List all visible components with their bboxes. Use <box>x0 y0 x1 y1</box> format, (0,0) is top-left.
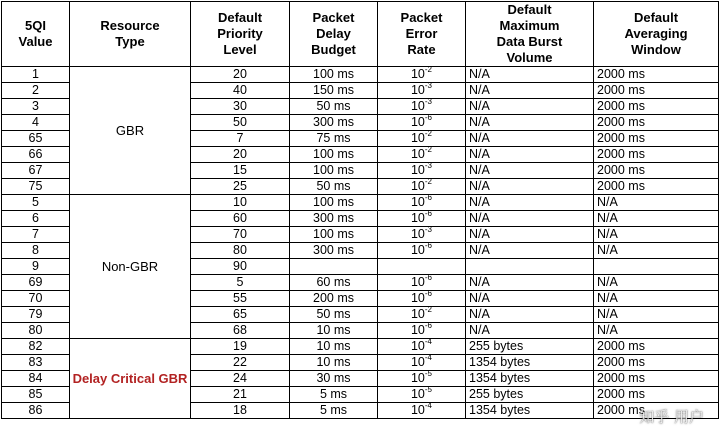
cell-max-data-burst-volume: N/A <box>466 291 594 307</box>
cell-packet-delay-budget: 300 ms <box>290 211 378 227</box>
cell-packet-delay-budget: 150 ms <box>290 83 378 99</box>
cell-averaging-window: 2000 ms <box>594 163 719 179</box>
per-base: 10 <box>410 371 425 385</box>
cell-5qi-value: 5 <box>2 195 70 211</box>
cell-packet-error-rate <box>378 67 466 83</box>
cell-averaging-window: N/A <box>594 291 719 307</box>
cell-max-data-burst-volume: N/A <box>466 307 594 323</box>
cell-averaging-window: N/A <box>594 243 719 259</box>
cell-max-data-burst-volume: N/A <box>466 275 594 291</box>
cell-packet-error-rate <box>378 227 466 243</box>
cell-5qi-value: 85 <box>2 387 70 403</box>
cell-5qi-value: 79 <box>2 307 70 323</box>
cell-packet-delay-budget <box>290 259 378 275</box>
cell-max-data-burst-volume: N/A <box>466 195 594 211</box>
cell-packet-error-rate <box>378 339 466 355</box>
cell-max-data-burst-volume: 255 bytes <box>466 387 594 403</box>
cell-averaging-window: 2000 ms <box>594 371 719 387</box>
per-exponent: -2 <box>424 146 433 154</box>
cell-packet-error-rate <box>378 131 466 147</box>
cell-max-data-burst-volume: 255 bytes <box>466 339 594 355</box>
cell-packet-error-rate <box>378 163 466 179</box>
per-exponent: -5 <box>424 386 433 394</box>
cell-5qi-value: 84 <box>2 371 70 387</box>
cell-5qi-value: 70 <box>2 291 70 307</box>
cell-max-data-burst-volume <box>466 259 594 275</box>
cell-packet-delay-budget: 60 ms <box>290 275 378 291</box>
cell-max-data-burst-volume: 1354 bytes <box>466 403 594 419</box>
cell-5qi-value: 69 <box>2 275 70 291</box>
cell-priority-level: 19 <box>191 339 290 355</box>
cell-averaging-window: 2000 ms <box>594 403 719 419</box>
cell-priority-level: 65 <box>191 307 290 323</box>
cell-5qi-value: 80 <box>2 323 70 339</box>
cell-packet-delay-budget: 100 ms <box>290 227 378 243</box>
cell-packet-error-rate <box>378 387 466 403</box>
cell-priority-level: 20 <box>191 147 290 163</box>
cell-averaging-window: 2000 ms <box>594 67 719 83</box>
cell-5qi-value: 2 <box>2 83 70 99</box>
cell-resource-type: Non-GBR <box>70 195 191 339</box>
per-base: 10 <box>410 275 425 289</box>
cell-priority-level: 22 <box>191 355 290 371</box>
cell-max-data-burst-volume: N/A <box>466 179 594 195</box>
cell-priority-level: 10 <box>191 195 290 211</box>
cell-resource-type: Delay Critical GBR <box>70 339 191 419</box>
per-exponent: -3 <box>424 226 433 234</box>
table-row <box>2 195 719 211</box>
cell-max-data-burst-volume: N/A <box>466 147 594 163</box>
cell-packet-error-rate <box>378 355 466 371</box>
header-default-priority-level: Default Priority Level <box>191 2 290 67</box>
cell-averaging-window: N/A <box>594 195 719 211</box>
per-base: 10 <box>410 195 425 209</box>
per-exponent: -5 <box>424 370 433 378</box>
per-base: 10 <box>410 291 425 305</box>
cell-averaging-window: 2000 ms <box>594 339 719 355</box>
cell-averaging-window: 2000 ms <box>594 131 719 147</box>
cell-packet-error-rate <box>378 291 466 307</box>
cell-priority-level: 7 <box>191 131 290 147</box>
cell-packet-delay-budget: 10 ms <box>290 339 378 355</box>
cell-priority-level: 5 <box>191 275 290 291</box>
cell-priority-level: 70 <box>191 227 290 243</box>
cell-packet-delay-budget: 200 ms <box>290 291 378 307</box>
cell-5qi-value: 65 <box>2 131 70 147</box>
table-row <box>2 339 719 355</box>
cell-priority-level: 15 <box>191 163 290 179</box>
cell-averaging-window: N/A <box>594 211 719 227</box>
cell-5qi-value: 6 <box>2 211 70 227</box>
cell-packet-delay-budget: 30 ms <box>290 371 378 387</box>
cell-packet-error-rate <box>378 275 466 291</box>
cell-packet-delay-budget: 10 ms <box>290 355 378 371</box>
cell-max-data-burst-volume: N/A <box>466 243 594 259</box>
cell-max-data-burst-volume: 1354 bytes <box>466 355 594 371</box>
cell-max-data-burst-volume: N/A <box>466 99 594 115</box>
per-exponent: -6 <box>424 210 433 218</box>
cell-packet-delay-budget: 100 ms <box>290 195 378 211</box>
cell-packet-delay-budget: 100 ms <box>290 67 378 83</box>
cell-averaging-window: N/A <box>594 307 719 323</box>
cell-averaging-window: 2000 ms <box>594 83 719 99</box>
cell-averaging-window: 2000 ms <box>594 147 719 163</box>
per-exponent: -6 <box>424 290 433 298</box>
cell-5qi-value: 82 <box>2 339 70 355</box>
header-5qi-value: 5QI Value <box>2 2 70 67</box>
per-exponent: -4 <box>424 338 433 346</box>
cell-packet-delay-budget: 100 ms <box>290 147 378 163</box>
cell-resource-type: GBR <box>70 67 191 195</box>
cell-priority-level: 25 <box>191 179 290 195</box>
cell-averaging-window: 2000 ms <box>594 355 719 371</box>
cell-packet-delay-budget: 100 ms <box>290 163 378 179</box>
cell-5qi-value: 4 <box>2 115 70 131</box>
per-base: 10 <box>410 211 425 225</box>
cell-max-data-burst-volume: N/A <box>466 67 594 83</box>
header-packet-error-rate: Packet Error Rate <box>378 2 466 67</box>
per-base: 10 <box>410 131 425 145</box>
header-packet-delay-budget: Packet Delay Budget <box>290 2 378 67</box>
per-base: 10 <box>410 403 425 417</box>
per-base: 10 <box>410 99 425 113</box>
per-exponent: -2 <box>424 66 433 74</box>
per-exponent: -3 <box>424 82 433 90</box>
per-base: 10 <box>410 147 425 161</box>
table-body <box>2 67 719 419</box>
cell-5qi-value: 75 <box>2 179 70 195</box>
cell-5qi-value: 83 <box>2 355 70 371</box>
cell-5qi-value: 86 <box>2 403 70 419</box>
cell-packet-error-rate <box>378 403 466 419</box>
per-base: 10 <box>410 83 425 97</box>
per-exponent: -6 <box>424 114 433 122</box>
cell-5qi-value: 9 <box>2 259 70 275</box>
cell-5qi-value: 8 <box>2 243 70 259</box>
cell-5qi-value: 7 <box>2 227 70 243</box>
cell-priority-level: 80 <box>191 243 290 259</box>
per-base: 10 <box>410 387 425 401</box>
cell-max-data-burst-volume: N/A <box>466 211 594 227</box>
cell-packet-delay-budget: 50 ms <box>290 307 378 323</box>
cell-5qi-value: 1 <box>2 67 70 83</box>
header-resource-type: Resource Type <box>70 2 191 67</box>
per-base: 10 <box>410 67 425 81</box>
cell-averaging-window: N/A <box>594 275 719 291</box>
per-exponent: -3 <box>424 98 433 106</box>
per-base: 10 <box>410 339 425 353</box>
cell-max-data-burst-volume: N/A <box>466 131 594 147</box>
cell-priority-level: 30 <box>191 99 290 115</box>
cell-max-data-burst-volume: N/A <box>466 227 594 243</box>
cell-max-data-burst-volume: N/A <box>466 83 594 99</box>
cell-priority-level: 50 <box>191 115 290 131</box>
header-averaging-window: Default Averaging Window <box>594 2 719 67</box>
cell-priority-level: 90 <box>191 259 290 275</box>
per-exponent: -4 <box>424 402 433 410</box>
per-exponent: -4 <box>424 354 433 362</box>
cell-packet-error-rate <box>378 371 466 387</box>
header-row <box>2 2 719 67</box>
per-base: 10 <box>410 163 425 177</box>
watermark-text: 知乎 用户 <box>639 408 704 426</box>
cell-packet-delay-budget: 5 ms <box>290 403 378 419</box>
cell-packet-error-rate <box>378 99 466 115</box>
per-exponent: -2 <box>424 130 433 138</box>
cell-priority-level: 20 <box>191 67 290 83</box>
per-exponent: -2 <box>424 306 433 314</box>
cell-priority-level: 40 <box>191 83 290 99</box>
header-max-data-burst-volume: Default Maximum Data Burst Volume <box>466 2 594 67</box>
cell-priority-level: 60 <box>191 211 290 227</box>
per-exponent: -6 <box>424 274 433 282</box>
cell-max-data-burst-volume: 1354 bytes <box>466 371 594 387</box>
table-row <box>2 67 719 83</box>
cell-priority-level: 68 <box>191 323 290 339</box>
cell-5qi-value: 3 <box>2 99 70 115</box>
cell-priority-level: 21 <box>191 387 290 403</box>
per-base: 10 <box>410 243 425 257</box>
cell-5qi-value: 67 <box>2 163 70 179</box>
per-base: 10 <box>410 323 425 337</box>
per-exponent: -3 <box>424 162 433 170</box>
cell-averaging-window: N/A <box>594 227 719 243</box>
per-exponent: -6 <box>424 242 433 250</box>
cell-averaging-window <box>594 259 719 275</box>
per-base: 10 <box>410 227 425 241</box>
cell-packet-delay-budget: 50 ms <box>290 99 378 115</box>
per-base: 10 <box>410 115 425 129</box>
per-exponent: -6 <box>424 322 433 330</box>
cell-max-data-burst-volume: N/A <box>466 323 594 339</box>
cell-packet-delay-budget: 75 ms <box>290 131 378 147</box>
per-base: 10 <box>410 307 425 321</box>
per-exponent: -2 <box>424 178 433 186</box>
cell-packet-error-rate <box>378 259 466 275</box>
cell-packet-error-rate <box>378 83 466 99</box>
cell-packet-error-rate <box>378 195 466 211</box>
cell-averaging-window: 2000 ms <box>594 115 719 131</box>
per-base: 10 <box>410 355 425 369</box>
cell-packet-delay-budget: 50 ms <box>290 179 378 195</box>
per-base: 10 <box>410 179 425 193</box>
cell-packet-error-rate <box>378 243 466 259</box>
cell-packet-error-rate <box>378 323 466 339</box>
cell-packet-delay-budget: 300 ms <box>290 243 378 259</box>
cell-averaging-window: 2000 ms <box>594 99 719 115</box>
cell-packet-error-rate <box>378 211 466 227</box>
cell-packet-delay-budget: 10 ms <box>290 323 378 339</box>
cell-packet-error-rate <box>378 179 466 195</box>
cell-packet-error-rate <box>378 307 466 323</box>
cell-averaging-window: N/A <box>594 323 719 339</box>
cell-averaging-window: 2000 ms <box>594 179 719 195</box>
cell-packet-error-rate <box>378 147 466 163</box>
cell-priority-level: 18 <box>191 403 290 419</box>
cell-max-data-burst-volume: N/A <box>466 115 594 131</box>
per-exponent: -6 <box>424 194 433 202</box>
qos-5qi-table <box>1 1 719 419</box>
cell-priority-level: 55 <box>191 291 290 307</box>
cell-packet-error-rate <box>378 115 466 131</box>
cell-5qi-value: 66 <box>2 147 70 163</box>
cell-averaging-window: 2000 ms <box>594 387 719 403</box>
cell-packet-delay-budget: 5 ms <box>290 387 378 403</box>
cell-priority-level: 24 <box>191 371 290 387</box>
cell-max-data-burst-volume: N/A <box>466 163 594 179</box>
cell-packet-delay-budget: 300 ms <box>290 115 378 131</box>
